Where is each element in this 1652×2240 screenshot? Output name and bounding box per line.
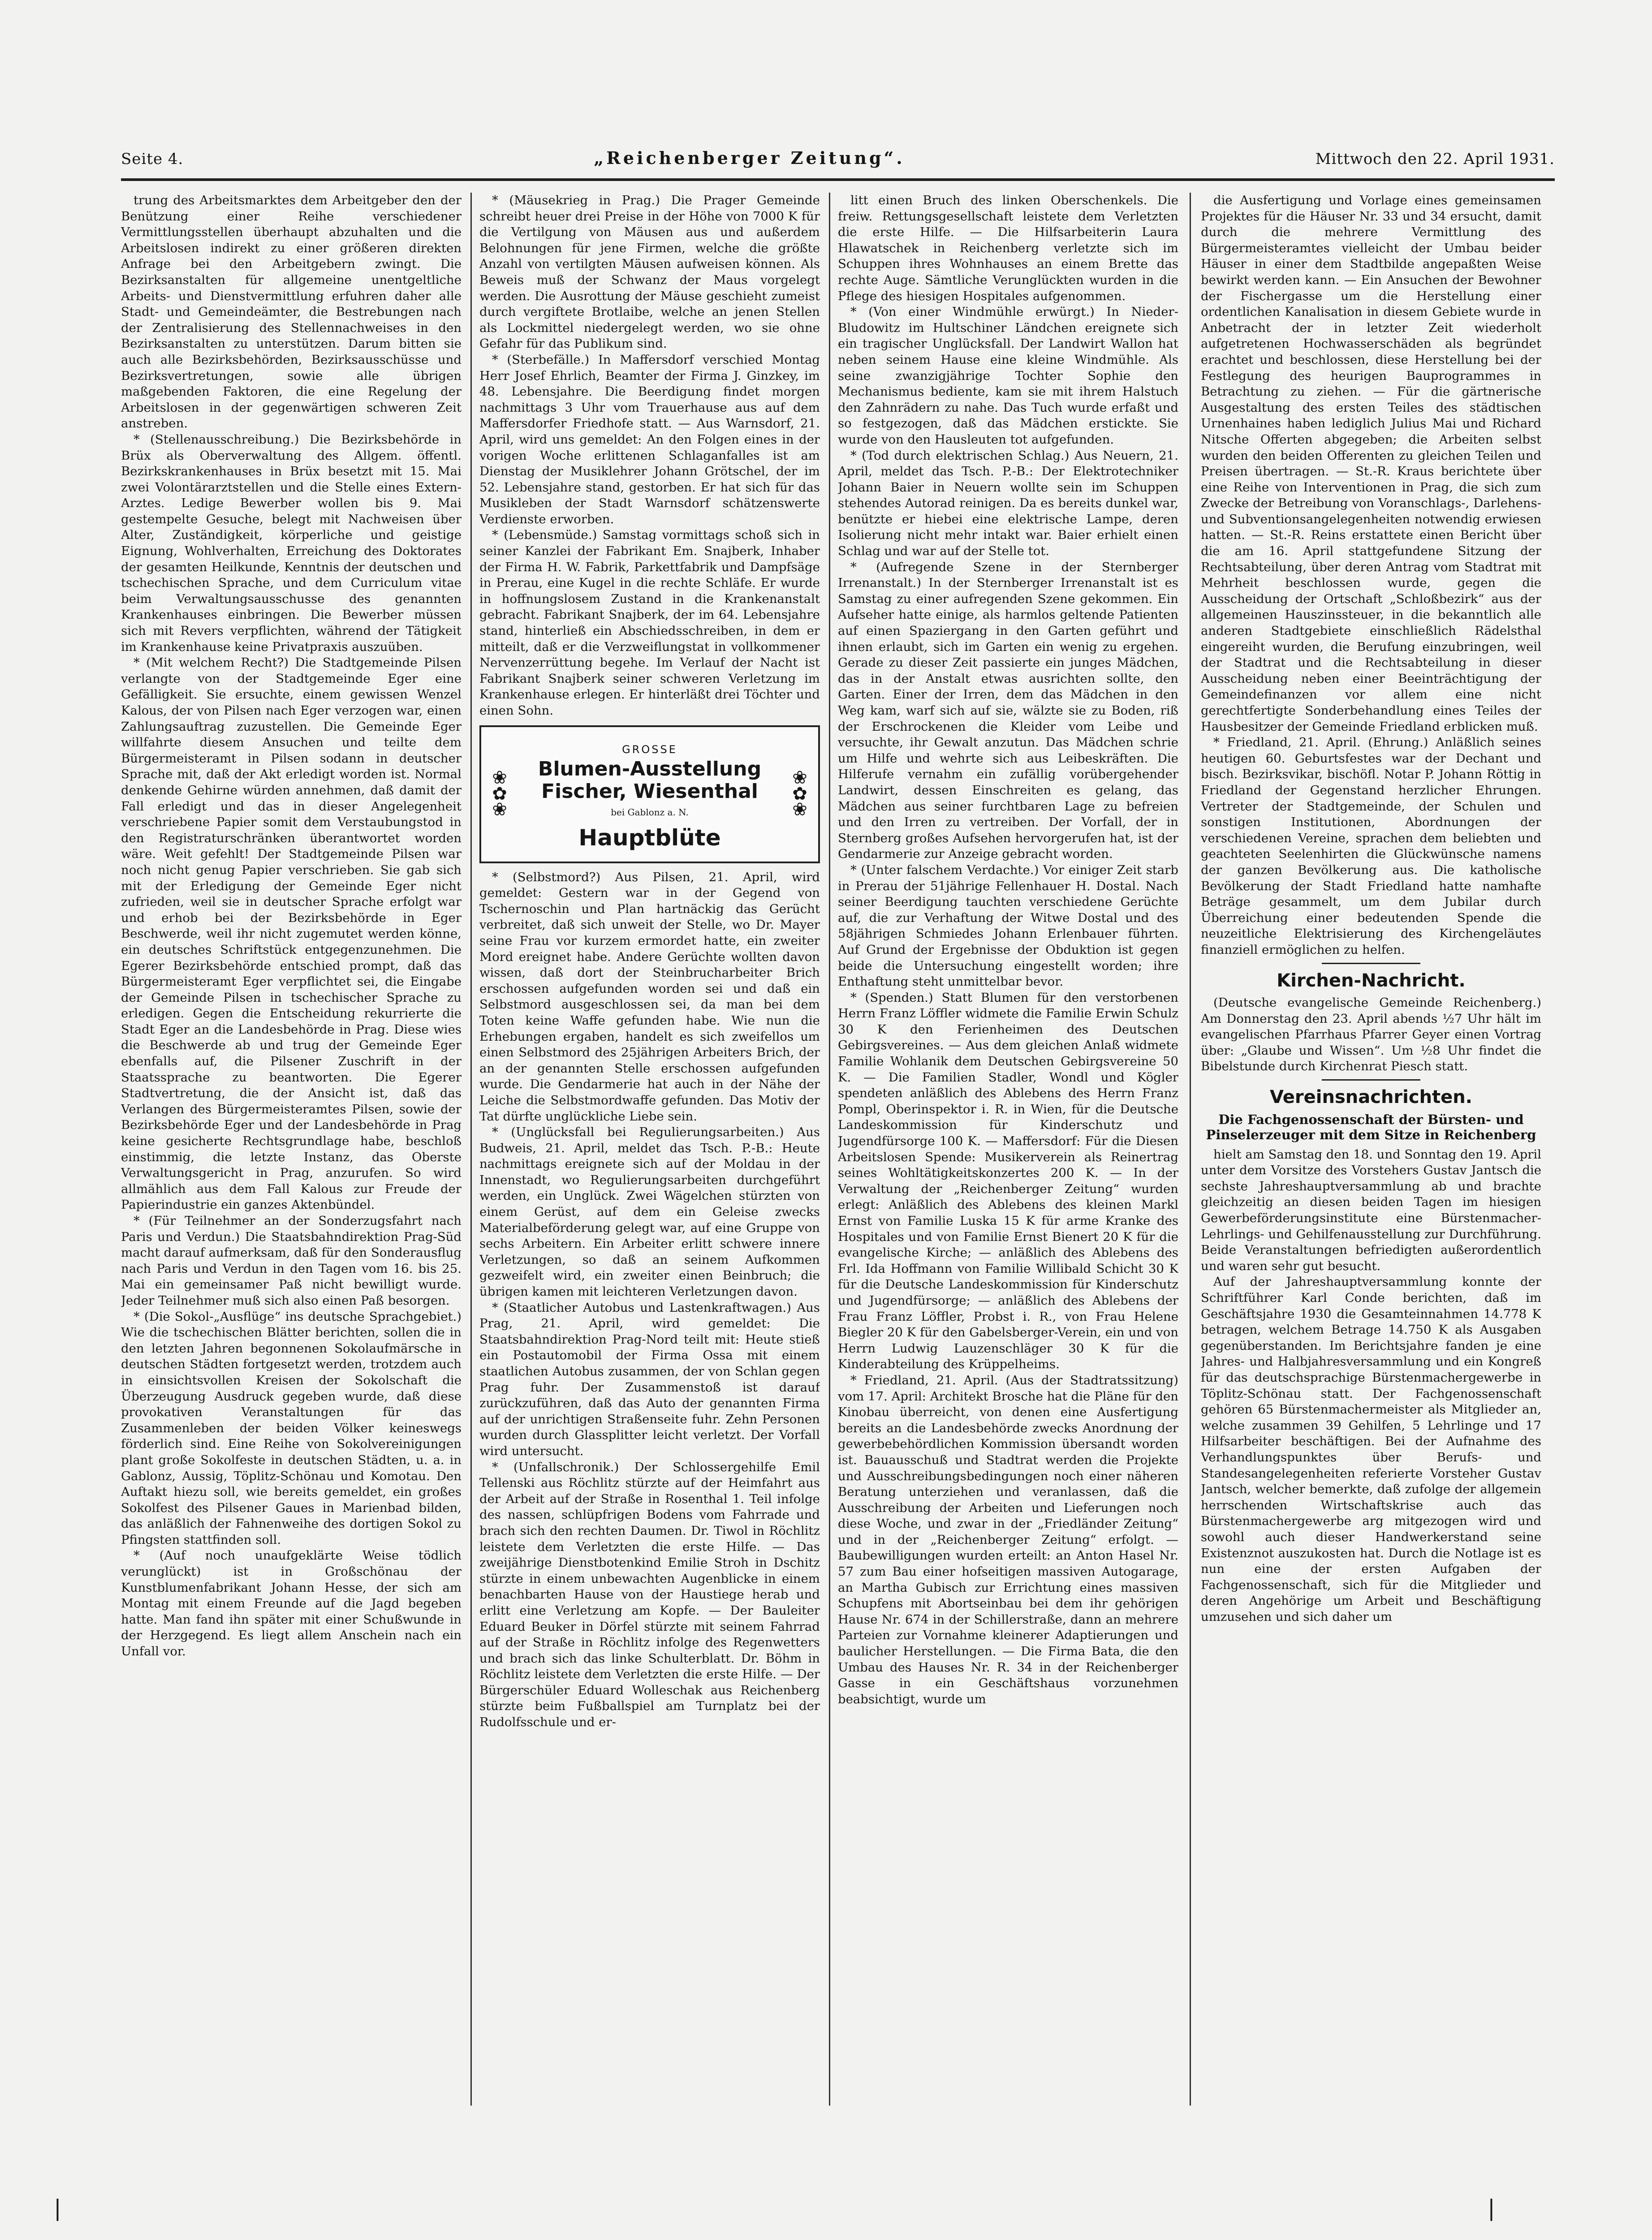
- article-paragraph: * (Aufregende Szene in der Sternberger Irrenanstalt.) In der Sternberger Irrenanstalt ist es Samstag zu einer aufregenden Szene gekommen. Ein Aufseher hatte einige, als harmlos geltende Patienten auf einen Spaziergang in den Garten geführt und ihnen erlaubt, sich im Garten ein wenig zu ergehen. Gerade zu dieser Zeit passierte ein junges Mädchen, das in der Anstalt etwas ausrichten sollte, den Garten. Einer der Irren, dem das Mädchen in den Weg kam, warf sich auf sie, wälzte sie zu Boden, riß der Erschrockenen die Kleider vom Leibe und versuchte, ihr Gewalt anzutun. Das Mädchen schrie um Hilfe und wehrte sich aus Leibeskräften. Die Hilferufe vernahm ein zufällig vorübergehender Landwirt, dessen Einschreiten es gelang, das Mädchen aus seiner furchtbaren Lage zu befreien und den Irren zu vertreiben. Der Vorfall, der in Sternberg großes Aufsehen hervorgerufen hat, ist der Gendarmerie zur Anzeige gebracht worden.: [838, 560, 1178, 862]
- article-paragraph: * (Unglücksfall bei Regulierungsarbeiten.) Aus Budweis, 21. April, meldet das Tsch. P.-B.: Heute nachmittags ereignete sich auf der Moldau in der Innenstadt, wo Regulierungsarbeiten durchgeführt werden, ein Unglück. Zwei Wägelchen stürzten von einem Gerüst, auf dem ein Geleise zwecks Materialbeförderung gelegt war, auf eine Gruppe von sechs Arbeitern. Ein Arbeiter erlitt schwere innere Verletzungen, so daß an seinem Aufkommen gezweifelt wird, ein zweiter einen Beinbruch; die übrigen kamen mit leichteren Verletzungen davon.: [479, 1125, 820, 1299]
- article-paragraph: * (Die Sokol-„Ausflüge“ ins deutsche Sprachgebiet.) Wie die tschechischen Blätter berichten, sollen die in den letzten Jahren begonnenen Sokolaufmärsche in deutschen Städten fortgesetzt werden, trotzdem auch in einsichtsvollen Kreisen der Sokolschaft die Überzeugung Ausdruck gegeben wurde, daß diese provokativen Veranstaltungen für das Zusammenleben der beiden Völker keineswegs förderlich sind. Eine Reihe von Sokolvereinigungen plant große Sokolfeste in deutschen Städten, u. a. in Gablonz, Aussig, Töplitz-Schönau und Komotau. Den Auftakt hiezu soll, wie bereits gemeldet, ein großes Sokolfest des Pilsener Gaues in Marienbad bilden, das anläßlich der Fahnenweihe des dortigen Sokol zu Pfingsten stattfinden soll.: [121, 1309, 462, 1547]
- article-paragraph: * (Mit welchem Recht?) Die Stadtgemeinde Pilsen verlangte von der Stadtgemeinde Eger eine Gefälligkeit. Sie ersuchte, einem gewissen Wenzel Kalous, der von Pilsen nach Eger verzogen war, einen Zahlungsauftrag zuzustellen. Die Gemeinde Eger willfahrte diesem Ansuchen und teilte dem Bürgermeisteramt in Pilsen sodann in deutscher Sprache mit, daß der Akt erledigt worden ist. Normal denkende Gehirne würden annehmen, daß damit der Fall erledigt und das in dieser Angelegenheit verschriebene Papier somit dem Verstaubungstod in den Registraturschränken überantwortet worden wäre. Weit gefehlt! Der Stadtgemeinde Pilsen war noch nicht genug Papier verschrieben. Sie gab sich mit der Erledigung der Gemeinde Eger nicht zufrieden, weil sie in deutscher Sprache erfolgt war und erhob bei der Bezirksbehörde in Eger Beschwerde, weil ihr nicht zugemutet werden könne, ein deutsches Schriftstück entgegenzunehmen. Die Egerer Bezirksbehörde entschied prompt, daß das Bürgermeisteramt Eger verpflichtet sei, die Eingabe der Gemeinde Pilsen in tschechischer Sprache zu erledigen. Gegen die Entscheidung rekurrierte die Stadt Eger an die Landesbehörde in Prag. Diese wies die Beschwerde ab und trug der Gemeinde Eger ebenfalls auf, die Pilsener Zuschrift in der Staatssprache zu beantworten. Die Egerer Stadtvertretung, die der Ansicht ist, daß das Verlangen des Bürgermeisteramtes Pilsen, sowie der Bezirksbehörde Eger und der Landesbehörde in Prag keine gesicherte Rechtsgrundlage habe, beschloß einstimmig, die letzte Instanz, das Oberste Verwaltungsgericht in Prag, anzurufen. So wird allmählich aus dem Fall Kalous zur Freude der Papierindustrie ein ganzes Aktenbündel.: [121, 655, 462, 1212]
- article-paragraph: die Ausfertigung und Vorlage eines gemeinsamen Projektes für die Häuser Nr. 33 und 34 ersucht, damit durch die mehrere Vermittlung des Bürgermeisteramtes vielleicht der Umbau beider Häuser in einer dem Stadtbilde angepaßten Weise bewirkt werden kann. — Ein Ansuchen der Bewohner der Fischergasse um die Herstellung einer ordentlichen Kanalisation in diesem Gebiete wurde in Anbetracht der in letzter Zeit wiederholt aufgetretenen Hochwasserschäden als begründet erachtet und beschlossen, diese Herstellung bei der Festlegung des heurigen Bauprogrammes in Betrachtung zu ziehen. — Für die gärtnerische Ausgestaltung des ersten Teiles des städtischen Urnenhaines haben lediglich Julius Mai und Richard Nitsche Offerten abgegeben; die Arbeiten selbst wurden den beiden Offerenten zu gleichen Teilen und Preisen übertragen. — St.-R. Kraus berichtete über eine Reihe von Interventionen in Prag, die sich zum Zwecke der Betreibung von Voranschlags-, Darlehens- und Subventionsangelegenheiten notwendig erwiesen hatten. — St.-R. Reins erstattete einen Bericht über die am 16. April stattgefundene Sitzung der Rechtsabteilung, über deren Antrag vom Stadtrat mit Mehrheit beschlossen wurde, gegen die Ausscheidung der Ortschaft „Schloßbezirk“ aus der allgemeinen Hauszinssteuer, in die bekanntlich alle anderen Stadtgebiete einschließlich Rädelsthal eingereiht wurden, die Berufung einzubringen, weil der Stadtrat und die Rechtsabteilung in dieser Ausscheidung neben einer Beeinträchtigung der Gemeindefinanzen vor allem eine nicht gerechtfertigte Sonderbehandlung eines Teiles der Hausbesitzer der Gemeinde Friedland erblicken muß.: [1201, 193, 1541, 734]
- article-paragraph: * (Tod durch elektrischen Schlag.) Aus Neuern, 21. April, meldet das Tsch. P.-B.: Der Elektrotechniker Johann Baier in Neuern wollte sein im Schuppen stehendes Autorad reinigen. Da es bereits dunkel war, benützte er hiebei eine elektrische Lampe, deren Isolierung nicht mehr intakt war. Baier erhielt einen Schlag und war auf der Stelle tot.: [838, 448, 1178, 559]
- article-paragraph: * (Staatlicher Autobus und Lastenkraftwagen.) Aus Prag, 21. April, wird gemeldet: Die Staatsbahndirektion Prag-Nord teilt mit: Heute stieß ein Postautomobil der Firma Ossa mit einem staatlichen Autobus zusammen, der von Schlan gegen Prag fuhr. Der Zusammenstoß ist darauf zurückzuführen, daß das Auto der genannten Firma auf der unrichtigen Straßenseite fuhr. Zehn Personen wurden durch Glassplitter leicht verletzt. Der Vorfall wird untersucht.: [479, 1300, 820, 1458]
- flower-ornament-icon: ❀ ✿ ❀: [492, 767, 507, 820]
- newspaper-page: [121, 148, 1555, 2110]
- newspaper-title: „Reichenberger Zeitung“.: [594, 148, 905, 168]
- flower-ornament-icon: ❀ ✿ ❀: [792, 767, 807, 820]
- article-paragraph: * (Spenden.) Statt Blumen für den verstorbenen Herrn Franz Löffler widmete die Familie Erwin Schulz 30 K den Ferienheimen des Deutschen Gebirgsvereines. — Aus dem gleichen Anlaß widmete Familie Wohlanik dem Deutschen Gebirgsvereine 50 K. — Die Familien Stadler, Wondl und Kögler spendeten anläßlich des Ablebens des Herrn Franz Pompl, Oberinspektor i. R. in Wien, für die Deutsche Landeskommission für Kinderschutz und Jugendfürsorge 100 K. — Maffersdorf: Für die Diesen Arbeitslosen Spende: Musikerverein als Reinertrag seines Wohltätigkeitskonzertes 200 K. — In der Verwaltung der „Reichenberger Zeitung“ wurden erlegt: Anläßlich des Ablebens des kleinen Markl Ernst von Familie Luska 15 K für arme Kranke des Hospitales und von Familie Ernst Bienert 20 K für die evangelische Kirche; — anläßlich des Ablebens des Frl. Ida Hoffmann von Familie Willibald Schicht 30 K für die Deutsche Landeskommission für Kinderschutz und Jugendfürsorge; — anläßlich des Ablebens der Frau Franz Löffler, Probst i. R., von Frau Helene Biegler 20 K für den Gabelsberger-Verein, ein und von Herrn Ludwig Lauzenschläger 30 K für die Kinderabteilung des Krüppelheims.: [838, 990, 1178, 1372]
- header-rule: [121, 178, 1555, 181]
- article-paragraph: * (Unter falschem Verdachte.) Vor einiger Zeit starb in Prerau der 51jährige Fellenhauer H. Dostal. Nach seiner Beerdigung tauchten verschiedene Gerüchte auf, die zur Verhaftung der Witwe Dostal und des 58jährigen Schmiedes Johann Erlenbauer führten. Auf Grund der Ergebnisse der Obduktion ist gegen beide die Untersuchung eingestellt worden; ihre Enthaftung steht unmittelbar bevor.: [838, 862, 1178, 989]
- article-paragraph: * (Lebensmüde.) Samstag vormittags schoß sich in seiner Kanzlei der Fabrikant Em. Snajberk, Inhaber der Firma H. W. Fabrik, Parkettfabrik und Dampfsäge in Prerau, eine Kugel in die rechte Schläfe. Er wurde in hoffnungslosem Zustand in die Krankenanstalt gebracht. Fabrikant Snajberk, der im 64. Lebensjahre stand, hinterließ ein Abschiedsschreiben, in dem er mitteilt, daß er die Verzweiflungstat in vollkommener Nervenzerrüttung begehe. Im Verlauf der Nacht ist Fabrikant Snajberk seiner schweren Verletzung im Krankenhause erlegen. Er hinterläßt drei Töchter und einen Sohn.: [479, 528, 820, 718]
- club-news-heading: Vereinsnachrichten.: [1270, 1087, 1472, 1108]
- article-paragraph: trung des Arbeitsmarktes dem Arbeitgeber den der Benützung einer Reihe verschiedener Vermittlungsstellen überhaupt abzuhalten und die Arbeitslosen indirekt zu einer größeren direkten Anfrage bei den Arbeitgebern zwingt. Die Bezirksanstalten für allgemeine unentgeltliche Arbeits- und Dienstvermittlung erfuhren daher alle Stadt- und Gemeindeämter, die Bestrebungen nach der Zentralisierung des Stellennachweises in den Bezirksanstalten zu unterstützen. Darum bitten sie auch alle Bezirksbehörden, Bezirksausschüsse und Bezirksvertretungen, sowie alle übrigen maßgebenden Faktoren, die eine Regelung der Arbeitslosen in der gegenwärtigen schweren Zeit anstreben.: [121, 193, 462, 431]
- article-paragraph: * (Sterbefälle.) In Maffersdorf verschied Montag Herr Josef Ehrlich, Beamter der Firma J. Ginzkey, im 48. Lebensjahre. Die Beerdigung findet morgen nachmittags 3 Uhr vom Trauerhause aus auf dem Maffersdorfer Friedhofe statt. — Aus Warnsdorf, 21. April, wird uns gemeldet: An den Folgen eines in der vorigen Woche erlittenen Schlaganfalles ist am Dienstag der Musiklehrer Johann Grötschel, der im 52. Lebensjahre stand, gestorben. Er hat sich für das Musikleben der Stadt Warnsdorf schätzenswerte Verdienste erworben.: [479, 352, 820, 526]
- article-paragraph: * (Mäusekrieg in Prag.) Die Prager Gemeinde schreibt heuer drei Preise in der Höhe von 7000 K für die Vertilgung von Mäusen aus und außerdem Belohnungen für jene Firmen, welche die größte Anzahl von vertilgten Mäusen aufweisen können. Als Beweis muß der Schwanz der Maus vorgelegt werden. Die Ausrottung der Mäuse geschieht zumeist durch vergiftete Brotlaibe, welche an jenen Stellen als Lockmittel niedergelegt werden, wo sie ohne Gefahr für das Publikum sind.: [479, 193, 820, 351]
- article-paragraph: * (Von einer Windmühle erwürgt.) In Nieder-Bludowitz im Hultschiner Ländchen ereignete sich ein tragischer Unglücksfall. Der Landwirt Wallon hat neben seinem Hause eine kleine Windmühle. Als seine zwanzigjährige Tochter Sophie den Mechanismus bediente, kam sie mit ihrem Halstuch den Zahnrädern zu nahe. Das Tuch wurde erfaßt und so festgezogen, daß das Mädchen erstickte. Sie wurde von den Hausleuten tot aufgefunden.: [838, 305, 1178, 447]
- column-4: [1201, 193, 1541, 2101]
- page-number: Seite 4.: [121, 150, 184, 168]
- article-paragraph: hielt am Samstag den 18. und Sonntag den 19. April unter dem Vorsitze des Vorstehers Gustav Jantsch die sechste Jahreshauptversammlung ab und brachte gleichzeitig an diesen beiden Tagen im hiesigen Gewerbeförderungsinstitute eine Bürstenmacher-Lehrlings- und Gehilfenausstellung zur Durchführung. Beide Veranstaltungen befriedigten außerordentlich und waren sehr gut besucht.: [1201, 1147, 1541, 1273]
- article-paragraph: * Friedland, 21. April. (Aus der Stadtratssitzung) vom 17. April: Architekt Brosche hat die Pläne für den Kinobau überreicht, von denen eine Ausfertigung bereits an die Landesbehörde zwecks Anordnung der gewerbebehördlichen Kommission übersandt worden ist. Bauausschuß und Stadtrat werden die Projekte und Ausschreibungsbedingungen noch einer näheren Beratung unterziehen und veranlassen, daß die Ausschreibung der Arbeiten und Lieferungen noch diese Woche, und zwar in der „Friedländer Zeitung“ und in der „Reichenberger Zeitung“ erfolgt. — Baubewilligungen wurden erteilt: an Anton Hasel Nr. 57 zum Bau einer hofseitigen massiven Autogarage, an Martha Gubisch zur Errichtung eines massiven Schupfens mit Abortseinbau bei dem ihr gehörigen Hause Nr. 674 in der Schillerstraße, dann an mehrere Parteien zur Vornahme kleinerer Adaptierungen und baulicher Herstellungen. — Die Firma Bata, die den Umbau des Hauses Nr. R. 34 in der Reichenberger Gasse in ein Geschäftshaus vorzunehmen beabsichtigt, wurde um: [838, 1373, 1178, 1706]
- scan-edge-mark: |: [54, 2195, 61, 2221]
- column-divider: [470, 193, 472, 2106]
- column-2: [479, 193, 820, 2101]
- column-divider: [1190, 193, 1191, 2106]
- article-paragraph: * (Stellenausschreibung.) Die Bezirksbehörde in Brüx als Oberverwaltung des Allgem. öffentl. Bezirkskrankenhauses in Brüx besetzt mit 15. Mai zwei Volontärarztstellen und die Stelle eines Extern-Arztes. Ledige Bewerber wollen bis 9. Mai gestempelte Gesuche, belegt mit Nachweisen über Alter, Zuständigkeit, körperliche und geistige Eignung, Wohlverhalten, Erreichung des Doktorates der gesamten Heilkunde, Kenntnis der deutschen und tschechischen Sprache, und dem Curriculum vitae beim Verwaltungsausschusse des genannten Krankenhauses einbringen. Die Bewerber müssen sich mit Revers verpflichten, während der Tätigkeit im Krankenhause keine Privatpraxis auszuüben.: [121, 432, 462, 654]
- article-paragraph: * Friedland, 21. April. (Ehrung.) Anläßlich seines heutigen 60. Geburtsfestes war der Dechant und bisch. Bezirksvikar, bischöfl. Notar P. Johann Röttig in Friedland der Gegenstand herzlicher Ehrungen. Vertreter der Stadtgemeinde, der Schulen und sonstigen Institutionen, Abordnungen der verschiedenen Vereine, sprachen dem beliebten und geachteten Seelenhirten die Glückwünsche namens der ganzen Bevölkerung aus. Die katholische Bevölkerung der Stadt Friedland hatte namhafte Beträge gesammelt, um dem Jubilar durch Überreichung einer bedeutenden Spende die neuzeitliche Elektrisierung des Kirchengeläutes finanziell ermöglichen zu helfen.: [1201, 735, 1541, 957]
- article-paragraph: litt einen Bruch des linken Oberschenkels. Die freiw. Rettungsgesellschaft leistete dem Verletzten die erste Hilfe. — Die Hilfsarbeiterin Laura Hlawatschek in Reichenberg verletzte sich im Schuppen ihres Wohnhauses an einem Brette das rechte Auge. Sämtliche Verunglückten wurden in die Pflege des hiesigen Hospitales aufgenommen.: [838, 193, 1178, 303]
- column-divider: [829, 193, 830, 2106]
- club-news-subheading: Die Fachgenossenschaft der Bürsten- und Pinselerzeuger mit dem Sitze in Reichenberg: [1206, 1111, 1536, 1142]
- ad-location: Fischer, Wiesenthal: [541, 780, 758, 803]
- church-news-text: (Deutsche evangelische Gemeinde Reichenberg.) Am Donnerstag den 23. April abends ½7 Uhr hält im evangelischen Pfarrhaus Pfarrer Geyer einen Vortrag über: „Glaube und Wissen“. Um ½8 Uhr findet die Bibelstunde durch Kirchenrat Piesch statt.: [1201, 995, 1541, 1074]
- article-paragraph: Auf der Jahreshauptversammlung konnte der Schriftführer Karl Conde berichten, daß im Geschäftsjahre 1930 die Gesamteinnahmen 14.778 K betragen, welchem Betrage 14.750 K als Ausgaben gegenüberstanden. Im Berichtsjahre fanden je eine Jahres- und Halbjahresversammlung und ein Kongreß für das deutschsprachige Bürstenmachergewerbe in Töplitz-Schönau statt. Der Fachgenossenschaft gehören 65 Bürstenmachermeister als Mitglieder an, welche zusammen 39 Gehilfen, 5 Lehrlinge und 17 Hilfsarbeiter beschäftigen. Bei der Aufnahme des Verhandlungspunktes über Berufs- und Standesangelegenheiten referierte Vorsteher Gustav Jantsch, welcher bemerkte, daß zufolge der allgemein herrschenden Wirtschaftskrise auch das Bürstenmachergewerbe arg mitgezogen wird und sowohl auch dieser Handwerkerstand seine Existenznot auszukosten hat. Durch die Notlage ist es nun eine der ersten Aufgaben der Fachgenossenschaft, sich für die Mitglieder und deren Angehörige um Arbeit und Beschäftigung umzusehen und sich daher um: [1201, 1275, 1541, 1624]
- page-header: [121, 148, 1555, 175]
- church-news-heading: Kirchen-Nachricht.: [1277, 970, 1466, 991]
- column-3: [838, 193, 1178, 2101]
- issue-date: Mittwoch den 22. April 1931.: [1315, 150, 1555, 168]
- section-rule: [1322, 1079, 1420, 1081]
- column-1: [121, 193, 462, 2101]
- ad-region: bei Gablonz a. N.: [611, 806, 689, 818]
- flower-show-advertisement: [479, 725, 820, 863]
- article-paragraph: * (Auf noch unaufgeklärte Weise tödlich verunglückt) ist in Großschönau der Kunstblumenfabrikant Johann Hesse, der sich am Montag mit einem Freunde auf die Jagd begeben hatte. Man fand ihn später mit einer Schußwunde in der Herzgegend. Es liegt allem Anschein nach ein Unfall vor.: [121, 1548, 462, 1659]
- article-paragraph: * (Unfallschronik.) Der Schlossergehilfe Emil Tellenski aus Röchlitz stürzte auf der Heimfahrt aus der Arbeit auf der Straße in Rosenthal 1. Teil infolge des nassen, schlüpfrigen Bodens vom Fahrrade und brach sich den rechten Daumen. Dr. Tiwol in Röchlitz leistete dem Verletzten die erste Hilfe. — Das zweijährige Dienstbotenkind Emilie Stroh in Dschitz stürzte in einem unbewachten Augenblicke in einem benachbarten Hause von der Haustiege herab und erlitt eine Verletzung am Kopfe. — Der Bauleiter Eduard Beuker in Dörfel stürzte mit seinem Fahrrad auf der Straße in Röchlitz infolge des Regenwetters und brach sich das linke Schulterblatt. Dr. Böhm in Röchlitz leistete dem Verletzten die erste Hilfe. — Der Bürgerschüler Eduard Wolleschak aus Reichenberg stürzte beim Fußballspiel am Turnplatz bei der Rudolfsschule und er-: [479, 1460, 820, 1730]
- section-rule: [1322, 963, 1420, 964]
- ad-kicker: GROSSE: [622, 743, 677, 756]
- ad-highlight: Hauptblüte: [578, 825, 721, 851]
- article-paragraph: * (Selbstmord?) Aus Pilsen, 21. April, wird gemeldet: Gestern war in der Gegend von Tschernoschin und Plan hartnäckig das Gerücht verbreitet, daß sich unweit der Stelle, wo Dr. Mayer seine Frau vor kurzem ermordet hatte, ein zweiter Mord ereignet habe. Andere Gerüchte wollten davon wissen, daß dort der Steinbrucharbeiter Brich erschossen aufgefunden worden sei und daß ein Selbstmord ausgeschlossen sei, da man bei dem Toten keine Waffe gefunden habe. Wie nun die Erhebungen ergaben, handelt es sich zweifellos um einen Selbstmord des 25jährigen Arbeiters Brich, der an der genannten Stelle erschossen aufgefunden wurde. Die Gendarmerie hat auch in der Nähe der Leiche die Selbstmordwaffe gefunden. Das Motiv der Tat dürfte unglückliche Liebe sein.: [479, 870, 820, 1124]
- scan-edge-mark: |: [1488, 2195, 1495, 2221]
- ad-headline: Blumen-Ausstellung: [538, 757, 762, 780]
- article-paragraph: * (Für Teilnehmer an der Sonderzugsfahrt nach Paris und Verdun.) Die Staatsbahndirektion Prag-Süd macht darauf aufmerksam, daß für den Sonderausflug nach Paris und Verdun in den Tagen vom 16. bis 25. Mai ein gemeinsamer Paß nicht bewilligt wurde. Jeder Teilnehmer muß sich also einen Paß besorgen.: [121, 1214, 462, 1308]
